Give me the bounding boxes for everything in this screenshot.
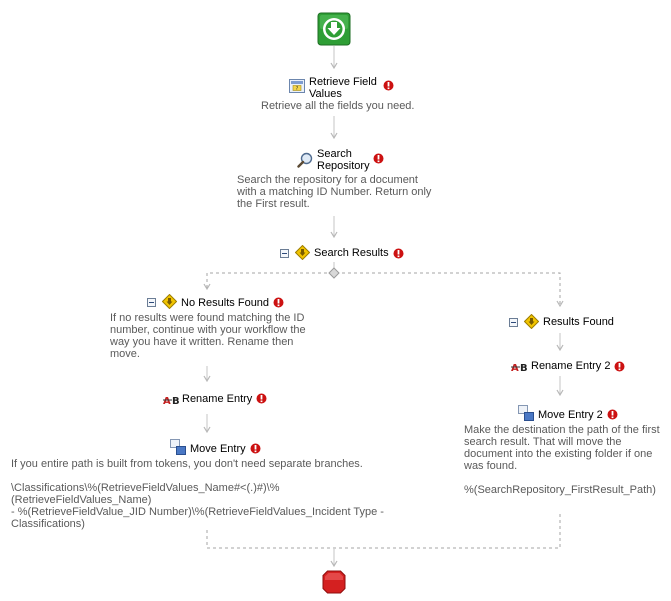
move-entry-2-title[interactable]: Move Entry 2 — [538, 409, 603, 421]
svg-text:B: B — [520, 363, 528, 373]
move-entry-description: If you entire path is built from tokens, you don't need separate branches. \Classifications\%(RetrieveFieldValues_Name#<(.)#)\%(RetrieveFieldValues_Name) - %(RetrieveFieldValue_JID Number)\%(RetrieveFieldValues_Incident Type - Classifications) — [11, 458, 384, 530]
branch-diamond[interactable] — [329, 268, 339, 278]
rename-icon — [511, 361, 529, 373]
collapse-button[interactable] — [147, 298, 156, 307]
collapse-button[interactable] — [280, 249, 289, 258]
form-icon — [289, 79, 305, 93]
no-results-found-title[interactable]: No Results Found — [181, 297, 270, 309]
magnifier-icon — [297, 152, 313, 168]
error-icon — [614, 361, 625, 372]
error-icon — [393, 248, 404, 259]
error-icon — [256, 393, 267, 404]
activity-search-repository[interactable] — [297, 148, 370, 172]
branch-description: If no results were found matching the ID number, continue with your workflow the way you have it written. Rename then move. — [110, 312, 306, 360]
start-icon[interactable] — [318, 13, 350, 45]
move-entry-2-description: Make the destination the path of the first search result. That will move the document into the existing folder if one was found. %(SearchRepository_FirstResult_Path) — [464, 424, 660, 496]
condition-icon — [295, 245, 310, 260]
search-results-title[interactable]: Search Results — [314, 247, 389, 259]
move-entry-icon — [170, 439, 186, 455]
rename-entry-2-title[interactable]: Rename Entry 2 — [531, 360, 611, 372]
error-icon — [273, 297, 284, 308]
activity-description: Retrieve all the fields you need. — [261, 100, 415, 112]
error-icon — [250, 443, 261, 454]
condition-icon — [162, 294, 177, 309]
activity-description: Search the repository for a document with a matching ID Number. Return only the First result. — [237, 174, 432, 210]
error-icon — [607, 409, 618, 420]
error-icon — [373, 153, 384, 164]
rename-icon — [163, 394, 181, 406]
svg-text:?: ? — [295, 86, 299, 92]
activity-title: Search Repository — [317, 148, 370, 172]
stop-icon[interactable] — [323, 571, 345, 593]
error-icon — [383, 80, 394, 91]
collapse-button[interactable] — [509, 318, 518, 327]
rename-entry-title[interactable]: Rename Entry — [182, 393, 253, 405]
results-found-title[interactable]: Results Found — [543, 316, 614, 328]
svg-text:A: A — [163, 396, 171, 406]
activity-retrieve-field-values[interactable] — [289, 76, 377, 100]
condition-icon — [524, 314, 539, 329]
move-entry-icon — [518, 405, 534, 421]
svg-text:A: A — [511, 363, 519, 373]
move-entry-title[interactable]: Move Entry — [190, 443, 246, 455]
svg-text:B: B — [172, 396, 180, 406]
activity-title: Retrieve Field Values — [309, 76, 377, 100]
